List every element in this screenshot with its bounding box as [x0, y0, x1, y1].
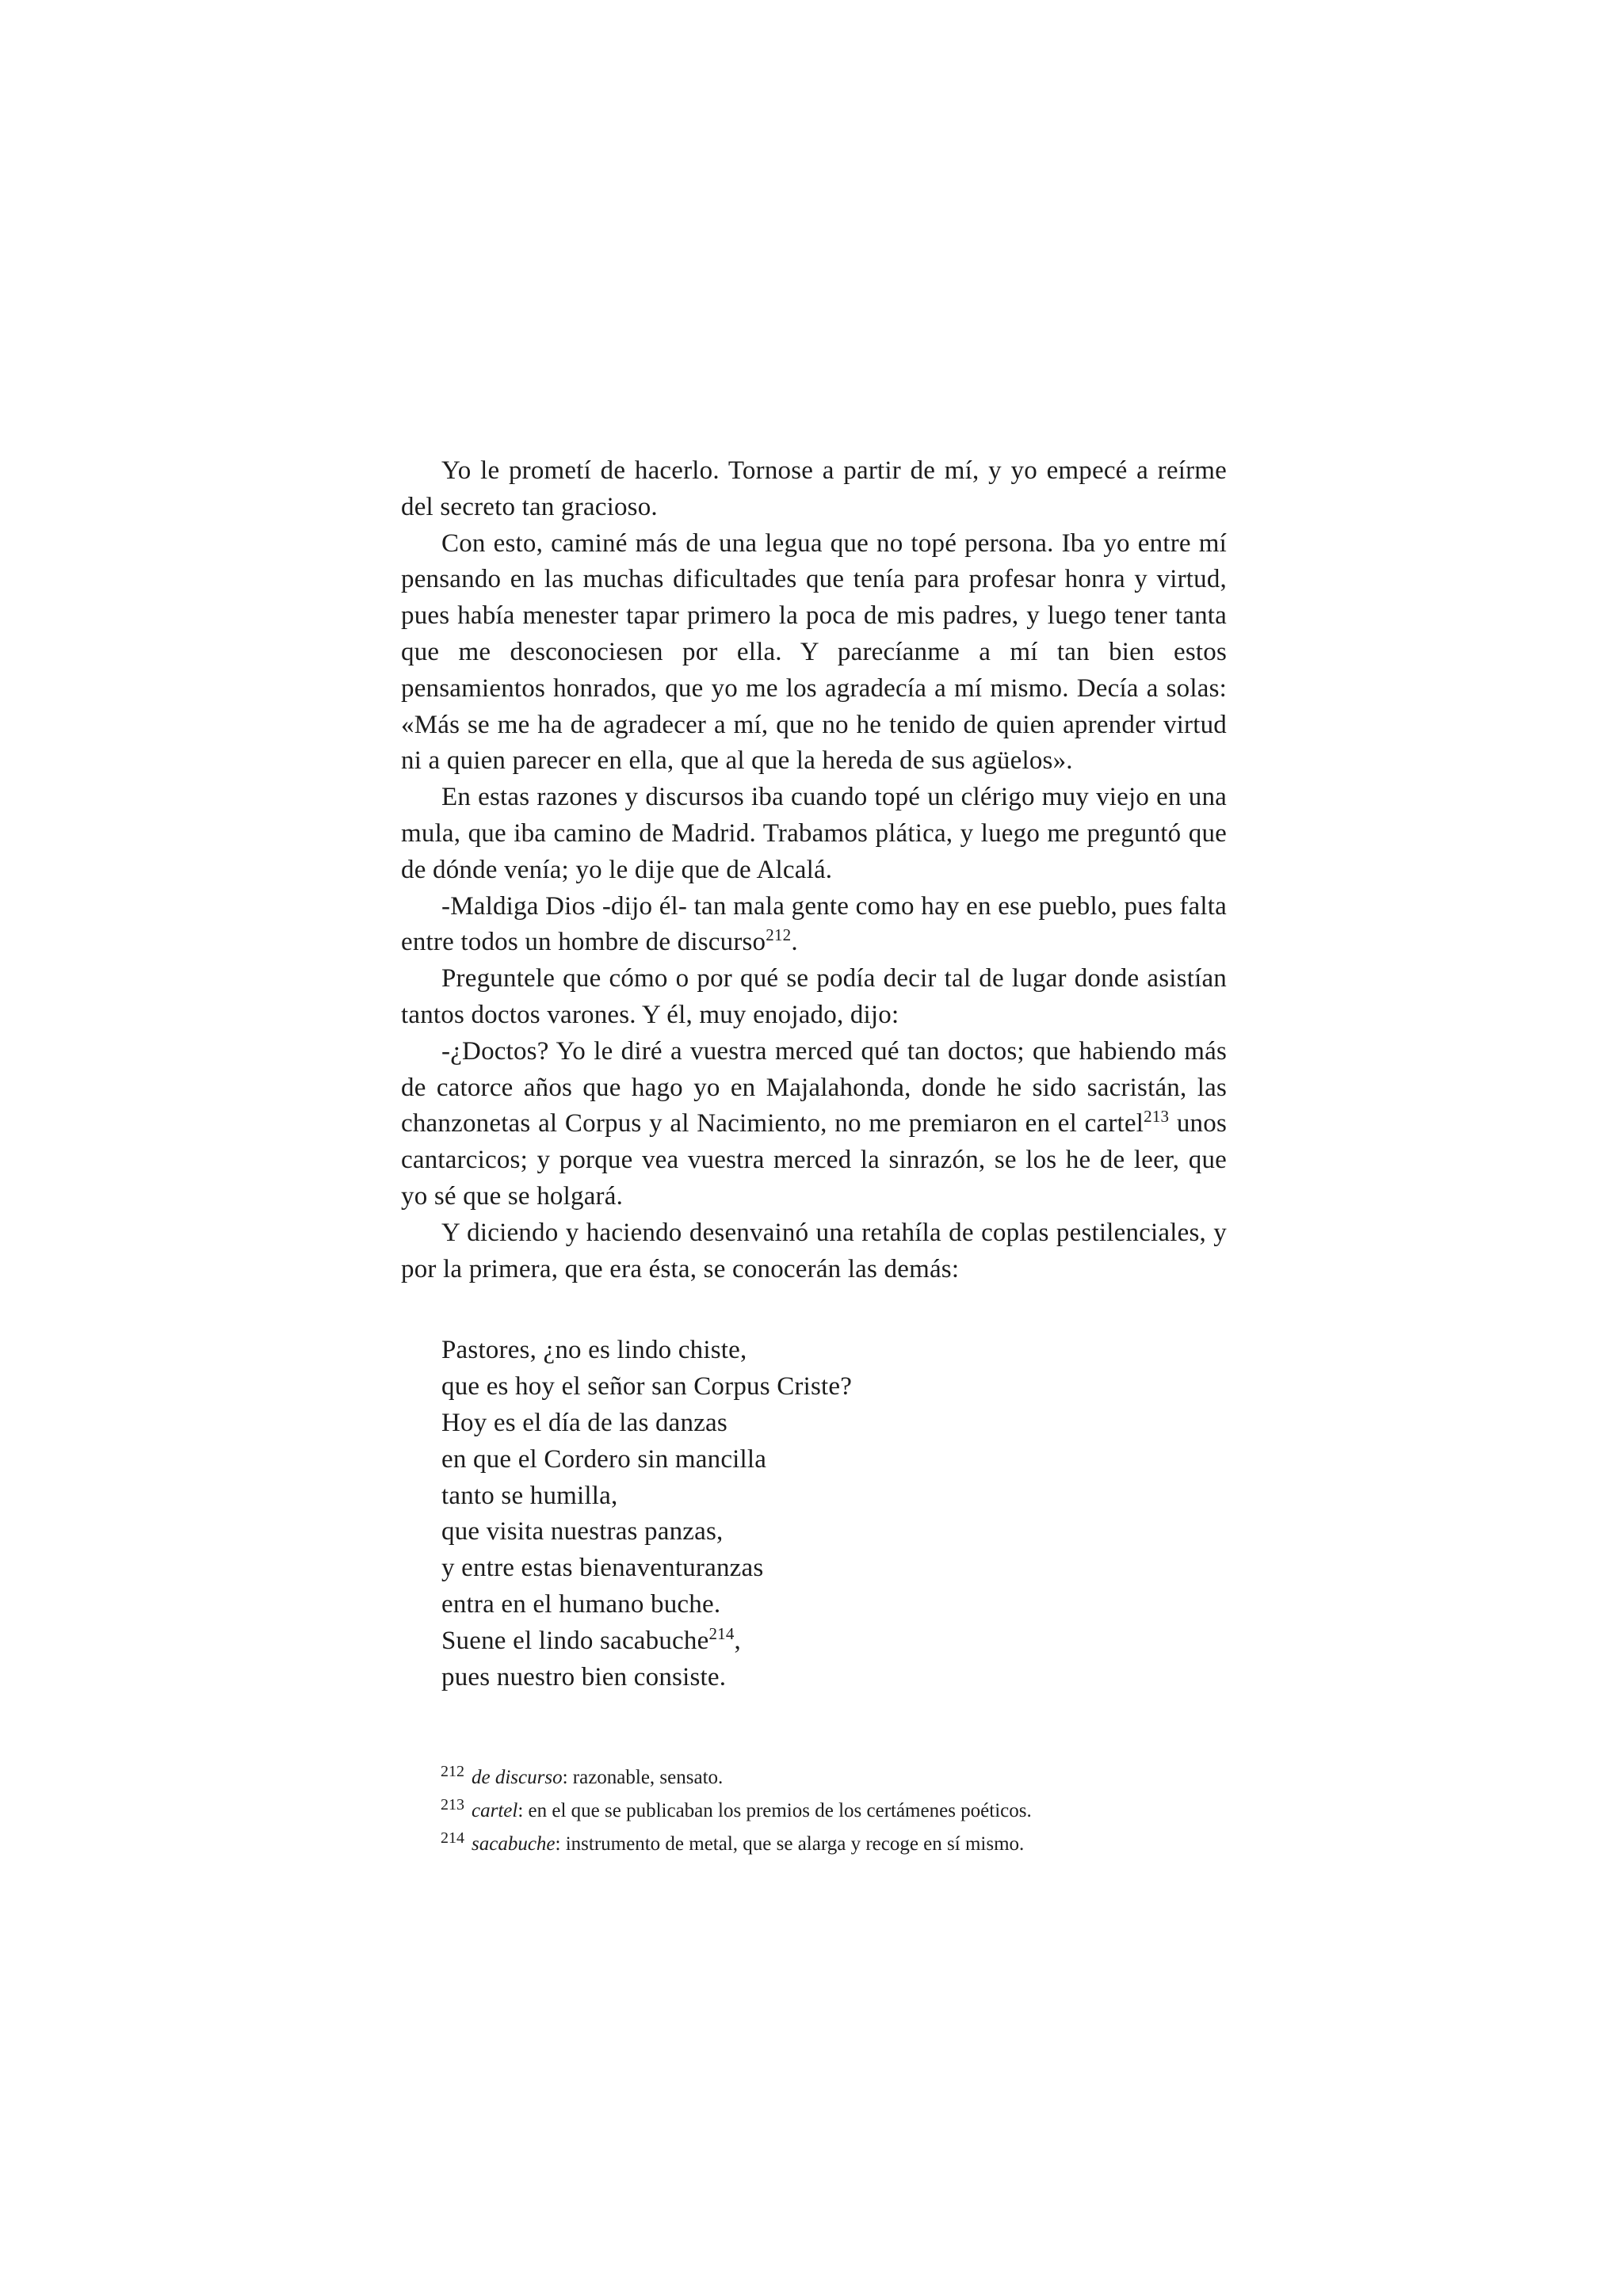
poem-line: entra en el humano buche. [441, 1589, 721, 1619]
poem-line: Hoy es el día de las danzas [441, 1408, 727, 1437]
footnote [441, 1791, 1233, 1825]
dialogue-text: unos cantarcicos; y porque vea vuestra merced la sinrazón, se los he de leer, que yo sé que se holgará. [401, 1109, 1227, 1211]
paragraph: Yo le prometí de hacerlo. Tornose a partir de mí, y yo empecé a reírme del secreto tan gracioso. [401, 456, 1227, 521]
footnote-number: 214 [441, 1829, 464, 1847]
footnote-number: 213 [441, 1796, 464, 1814]
poem-line: en que el Cordero sin mancilla [441, 1444, 767, 1474]
footnote-term: cartel [472, 1800, 518, 1821]
poem-line: que es hoy el señor san Corpus Criste? [441, 1372, 853, 1402]
poem-stanza [441, 1333, 1227, 1695]
footnote [441, 1825, 1233, 1858]
paragraph: Y diciendo y haciendo desenvainó una retahíla de coplas pestilenciales, y por la primera, que era ésta, se conocerán las demás: [401, 1218, 1227, 1283]
punctuation: . [791, 928, 798, 957]
footnote-ref: 212 [766, 925, 792, 945]
footnote-number: 212 [441, 1763, 464, 1780]
punctuation: , [734, 1626, 741, 1655]
poem-line: y entre estas bienaventuranzas [441, 1554, 764, 1583]
poem-line-text: Suene el lindo sacabuche [441, 1626, 709, 1655]
footnote [441, 1758, 1233, 1791]
paragraph [401, 889, 1227, 962]
main-text [401, 453, 1227, 1695]
poem-line: tanto se humilla, [441, 1481, 618, 1510]
footnote-text: : en el que se publicaban los premios de los certámenes poéticos. [517, 1800, 1032, 1821]
footnote-term: de discurso [472, 1767, 563, 1788]
footnote-ref: 214 [708, 1623, 735, 1643]
poem-line: Pastores, ¿no es lindo chiste, [441, 1336, 747, 1365]
footnote-text: : instrumento de metal, que se alarga y recoge en sí mismo. [555, 1833, 1025, 1855]
paragraph: En estas razones y discursos iba cuando topé un clérigo muy viejo en una mula, que iba camino de Madrid. Trabamos plática, y luego me preguntó que de dónde venía; yo le dije que de Alcalá. [401, 783, 1227, 884]
poem-line: que visita nuestras panzas, [441, 1517, 724, 1547]
dialogue-text: -Maldiga Dios -dijo él- tan mala gente como hay en ese pueblo, pues falta entre todos un hombre de discurso [401, 891, 1227, 957]
paragraph: Preguntele que cómo o por qué se podía decir tal de lugar donde asistían tantos doctos varones. Y él, muy enojado, dijo: [401, 964, 1227, 1029]
footnote-term: sacabuche [472, 1833, 556, 1855]
footnote-text: : razonable, sensato. [562, 1767, 724, 1788]
paragraph [401, 1034, 1227, 1215]
dialogue-text: -¿Doctos? Yo le diré a vuestra merced qué tan doctos; que habiendo más de catorce años que hago yo en Majalahonda, donde he sido sacristán, las chanzonetas al Corpus y al Nacimiento, no me premiaron en el cartel [401, 1036, 1227, 1138]
paragraph: Con esto, caminé más de una legua que no topé persona. Iba yo entre mí pensando en las muchas dificultades que tenía para profesar honra y virtud, pues había menester tapar primero la poca de mis padres, y luego tener tanta que me desconociesen por ella. Y parecíanme a mí tan bien estos pensamientos honrados, que yo me los agradecía a mí mismo. Decía a solas: «Más se me ha de agradecer a mí, que no he tenido de quien aprender virtud ni a quien parecer en ella, que al que la hereda de sus agüelos». [401, 528, 1227, 776]
footnote-ref: 213 [1144, 1107, 1170, 1127]
poem-line [441, 1623, 1227, 1660]
poem-line: pues nuestro bien consiste. [441, 1662, 727, 1691]
footnotes [441, 1758, 1233, 1858]
